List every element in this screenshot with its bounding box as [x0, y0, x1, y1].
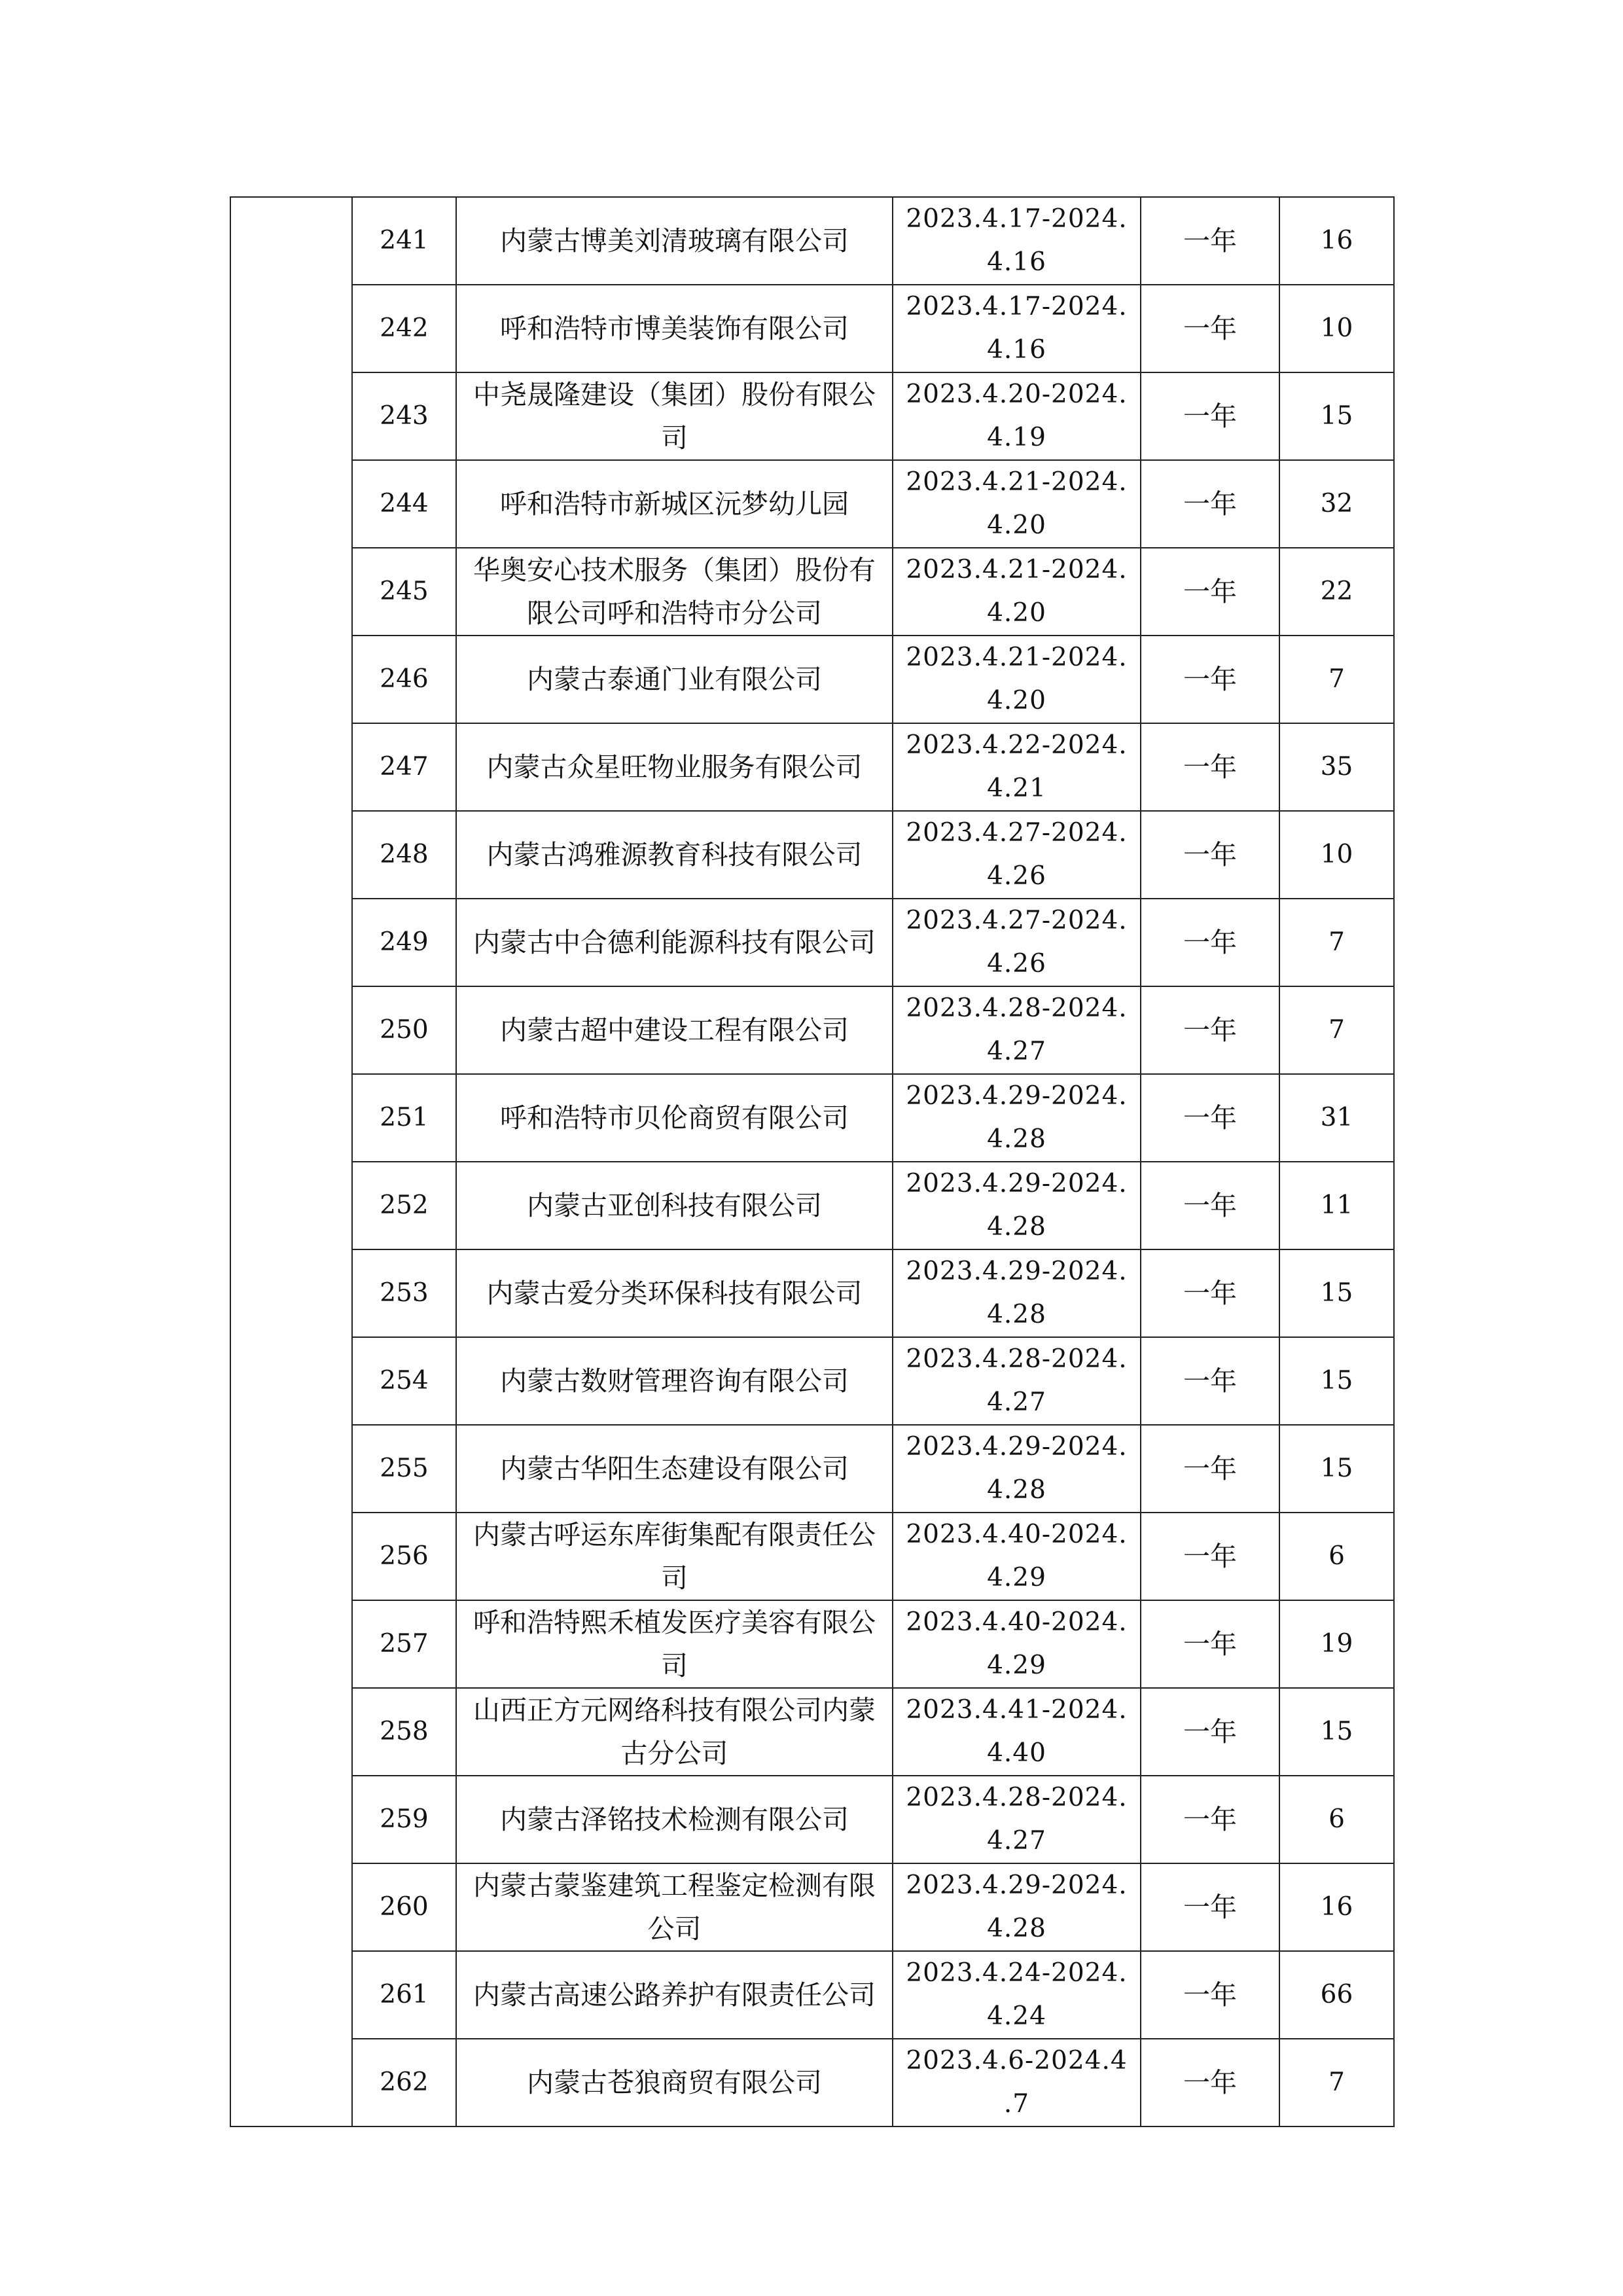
company-name-cell: 内蒙古爱分类环保科技有限公司 — [456, 1249, 893, 1337]
row-number-cell: 255 — [352, 1425, 456, 1513]
table-row — [230, 811, 1394, 899]
term-cell: 一年 — [1141, 372, 1279, 460]
row-number-cell: 247 — [352, 723, 456, 811]
validity-period-cell — [893, 723, 1141, 811]
table-row — [230, 636, 1394, 723]
company-name-cell: 内蒙古华阳生态建设有限公司 — [456, 1425, 893, 1513]
term-cell: 一年 — [1141, 1162, 1279, 1249]
validity-period-cell — [893, 1337, 1141, 1425]
term-cell: 一年 — [1141, 2039, 1279, 2126]
validity-period-cell — [893, 811, 1141, 899]
company-name-cell: 华奥安心技术服务（集团）股份有限公司呼和浩特市分公司 — [456, 548, 893, 636]
table-row — [230, 1863, 1394, 1951]
period-line-1: 2023.4.28-2024. — [906, 1344, 1128, 1374]
row-number-cell: 252 — [352, 1162, 456, 1249]
row-number-cell: 251 — [352, 1074, 456, 1162]
term-cell: 一年 — [1141, 1688, 1279, 1776]
row-number-cell: 245 — [352, 548, 456, 636]
row-number-cell: 250 — [352, 986, 456, 1074]
period-line-2: 4.27 — [987, 1826, 1046, 1856]
row-number-cell: 241 — [352, 197, 456, 285]
term-cell: 一年 — [1141, 1863, 1279, 1951]
validity-period-cell — [893, 1162, 1141, 1249]
term-cell: 一年 — [1141, 1337, 1279, 1425]
validity-period-cell — [893, 1249, 1141, 1337]
period-line-2: 4.28 — [987, 1124, 1046, 1154]
period-line-2: 4.19 — [987, 423, 1046, 452]
table-row — [230, 197, 1394, 285]
table-row — [230, 986, 1394, 1074]
table-row — [230, 899, 1394, 986]
table-row — [230, 1162, 1394, 1249]
row-number-cell: 253 — [352, 1249, 456, 1337]
period-line-2: 4.28 — [987, 1914, 1046, 1943]
term-cell: 一年 — [1141, 1425, 1279, 1513]
table-row — [230, 548, 1394, 636]
validity-period-cell — [893, 2039, 1141, 2126]
company-name-cell: 呼和浩特市新城区沅梦幼儿园 — [456, 460, 893, 548]
table-row — [230, 1600, 1394, 1688]
period-line-1: 2023.4.17-2024. — [906, 292, 1128, 321]
validity-period-cell — [893, 986, 1141, 1074]
period-line-2: .7 — [1003, 2089, 1030, 2119]
validity-period-cell — [893, 1425, 1141, 1513]
period-line-1: 2023.4.21-2024. — [906, 643, 1128, 672]
table-row — [230, 2039, 1394, 2126]
term-cell: 一年 — [1141, 460, 1279, 548]
period-line-2: 4.28 — [987, 1475, 1046, 1505]
period-line-1: 2023.4.27-2024. — [906, 818, 1128, 848]
company-name-cell: 内蒙古鸿雅源教育科技有限公司 — [456, 811, 893, 899]
company-table — [230, 196, 1395, 2127]
company-name-cell: 内蒙古苍狼商贸有限公司 — [456, 2039, 893, 2126]
period-line-2: 4.20 — [987, 598, 1046, 628]
table-row — [230, 1425, 1394, 1513]
count-cell: 10 — [1279, 811, 1394, 899]
row-number-cell: 248 — [352, 811, 456, 899]
count-cell: 16 — [1279, 1863, 1394, 1951]
company-name-cell: 内蒙古亚创科技有限公司 — [456, 1162, 893, 1249]
validity-period-cell — [893, 372, 1141, 460]
row-number-cell: 257 — [352, 1600, 456, 1688]
period-line-1: 2023.4.17-2024. — [906, 204, 1128, 234]
company-name-cell: 内蒙古蒙鉴建筑工程鉴定检测有限公司 — [456, 1863, 893, 1951]
term-cell: 一年 — [1141, 197, 1279, 285]
table-body — [230, 197, 1394, 2126]
count-cell: 15 — [1279, 1249, 1394, 1337]
company-name-cell: 呼和浩特市博美装饰有限公司 — [456, 285, 893, 372]
table-row — [230, 460, 1394, 548]
count-cell: 6 — [1279, 1776, 1394, 1863]
term-cell: 一年 — [1141, 723, 1279, 811]
term-cell: 一年 — [1141, 1776, 1279, 1863]
row-number-cell: 249 — [352, 899, 456, 986]
count-cell: 7 — [1279, 636, 1394, 723]
count-cell: 15 — [1279, 1337, 1394, 1425]
validity-period-cell — [893, 1074, 1141, 1162]
category-cell — [230, 197, 352, 2126]
table-row — [230, 1337, 1394, 1425]
row-number-cell: 260 — [352, 1863, 456, 1951]
validity-period-cell — [893, 1513, 1141, 1600]
term-cell: 一年 — [1141, 1074, 1279, 1162]
row-number-cell: 254 — [352, 1337, 456, 1425]
term-cell: 一年 — [1141, 285, 1279, 372]
period-line-1: 2023.4.29-2024. — [906, 1169, 1128, 1198]
period-line-2: 4.28 — [987, 1300, 1046, 1329]
count-cell: 35 — [1279, 723, 1394, 811]
count-cell: 11 — [1279, 1162, 1394, 1249]
row-number-cell: 244 — [352, 460, 456, 548]
period-line-1: 2023.4.21-2024. — [906, 467, 1128, 497]
company-name-cell: 呼和浩特熙禾植发医疗美容有限公司 — [456, 1600, 893, 1688]
period-line-2: 4.29 — [987, 1563, 1046, 1592]
period-line-2: 4.28 — [987, 1212, 1046, 1242]
term-cell: 一年 — [1141, 1249, 1279, 1337]
row-number-cell: 258 — [352, 1688, 456, 1776]
period-line-1: 2023.4.29-2024. — [906, 1257, 1128, 1286]
period-line-1: 2023.4.40-2024. — [906, 1520, 1128, 1549]
count-cell: 19 — [1279, 1600, 1394, 1688]
period-line-2: 4.26 — [987, 861, 1046, 891]
count-cell: 7 — [1279, 986, 1394, 1074]
company-name-cell: 山西正方元网络科技有限公司内蒙古分公司 — [456, 1688, 893, 1776]
count-cell: 32 — [1279, 460, 1394, 548]
table-row — [230, 285, 1394, 372]
period-line-1: 2023.4.22-2024. — [906, 730, 1128, 760]
count-cell: 15 — [1279, 1688, 1394, 1776]
count-cell: 16 — [1279, 197, 1394, 285]
company-name-cell: 内蒙古数财管理咨询有限公司 — [456, 1337, 893, 1425]
period-line-1: 2023.4.41-2024. — [906, 1695, 1128, 1725]
term-cell: 一年 — [1141, 811, 1279, 899]
period-line-2: 4.16 — [987, 335, 1046, 365]
table-row — [230, 1688, 1394, 1776]
count-cell: 10 — [1279, 285, 1394, 372]
company-name-cell: 内蒙古中合德利能源科技有限公司 — [456, 899, 893, 986]
period-line-2: 4.16 — [987, 247, 1046, 277]
validity-period-cell — [893, 1688, 1141, 1776]
table-row — [230, 372, 1394, 460]
validity-period-cell — [893, 197, 1141, 285]
count-cell: 22 — [1279, 548, 1394, 636]
period-line-2: 4.27 — [987, 1388, 1046, 1417]
company-name-cell: 内蒙古呼运东库街集配有限责任公司 — [456, 1513, 893, 1600]
period-line-2: 4.40 — [987, 1738, 1046, 1768]
period-line-1: 2023.4.29-2024. — [906, 1081, 1128, 1111]
period-line-2: 4.20 — [987, 511, 1046, 540]
table-row — [230, 1249, 1394, 1337]
count-cell: 7 — [1279, 899, 1394, 986]
period-line-1: 2023.4.29-2024. — [906, 1871, 1128, 1900]
period-line-1: 2023.4.24-2024. — [906, 1958, 1128, 1988]
count-cell: 15 — [1279, 372, 1394, 460]
table-row — [230, 1951, 1394, 2039]
term-cell: 一年 — [1141, 899, 1279, 986]
row-number-cell: 242 — [352, 285, 456, 372]
row-number-cell: 246 — [352, 636, 456, 723]
period-line-2: 4.27 — [987, 1037, 1046, 1066]
company-name-cell: 中尧晟隆建设（集团）股份有限公司 — [456, 372, 893, 460]
validity-period-cell — [893, 1863, 1141, 1951]
period-line-1: 2023.4.28-2024. — [906, 1783, 1128, 1812]
term-cell: 一年 — [1141, 636, 1279, 723]
term-cell: 一年 — [1141, 986, 1279, 1074]
table-row — [230, 1513, 1394, 1600]
term-cell: 一年 — [1141, 1600, 1279, 1688]
table-row — [230, 1074, 1394, 1162]
period-line-2: 4.21 — [987, 774, 1046, 803]
period-line-2: 4.24 — [987, 2001, 1046, 2031]
table-row — [230, 1776, 1394, 1863]
count-cell: 31 — [1279, 1074, 1394, 1162]
company-name-cell: 内蒙古博美刘清玻璃有限公司 — [456, 197, 893, 285]
period-line-1: 2023.4.29-2024. — [906, 1432, 1128, 1462]
count-cell: 6 — [1279, 1513, 1394, 1600]
company-name-cell: 内蒙古超中建设工程有限公司 — [456, 986, 893, 1074]
company-name-cell: 内蒙古众星旺物业服务有限公司 — [456, 723, 893, 811]
term-cell: 一年 — [1141, 1513, 1279, 1600]
validity-period-cell — [893, 548, 1141, 636]
period-line-1: 2023.4.40-2024. — [906, 1607, 1128, 1637]
validity-period-cell — [893, 1951, 1141, 2039]
validity-period-cell — [893, 460, 1141, 548]
period-line-2: 4.26 — [987, 949, 1046, 978]
period-line-1: 2023.4.20-2024. — [906, 380, 1128, 409]
validity-period-cell — [893, 636, 1141, 723]
company-name-cell: 内蒙古泽铭技术检测有限公司 — [456, 1776, 893, 1863]
period-line-1: 2023.4.6-2024.4 — [906, 2046, 1128, 2075]
row-number-cell: 261 — [352, 1951, 456, 2039]
period-line-2: 4.29 — [987, 1651, 1046, 1680]
term-cell: 一年 — [1141, 548, 1279, 636]
period-line-1: 2023.4.28-2024. — [906, 994, 1128, 1023]
term-cell: 一年 — [1141, 1951, 1279, 2039]
row-number-cell: 256 — [352, 1513, 456, 1600]
period-line-2: 4.20 — [987, 686, 1046, 715]
period-line-1: 2023.4.21-2024. — [906, 555, 1128, 584]
company-name-cell: 内蒙古高速公路养护有限责任公司 — [456, 1951, 893, 2039]
row-number-cell: 259 — [352, 1776, 456, 1863]
table-row — [230, 723, 1394, 811]
validity-period-cell — [893, 1776, 1141, 1863]
row-number-cell: 243 — [352, 372, 456, 460]
company-name-cell: 内蒙古泰通门业有限公司 — [456, 636, 893, 723]
validity-period-cell — [893, 285, 1141, 372]
count-cell: 7 — [1279, 2039, 1394, 2126]
row-number-cell: 262 — [352, 2039, 456, 2126]
count-cell: 66 — [1279, 1951, 1394, 2039]
company-name-cell: 呼和浩特市贝伦商贸有限公司 — [456, 1074, 893, 1162]
count-cell: 15 — [1279, 1425, 1394, 1513]
validity-period-cell — [893, 1600, 1141, 1688]
period-line-1: 2023.4.27-2024. — [906, 906, 1128, 935]
validity-period-cell — [893, 899, 1141, 986]
